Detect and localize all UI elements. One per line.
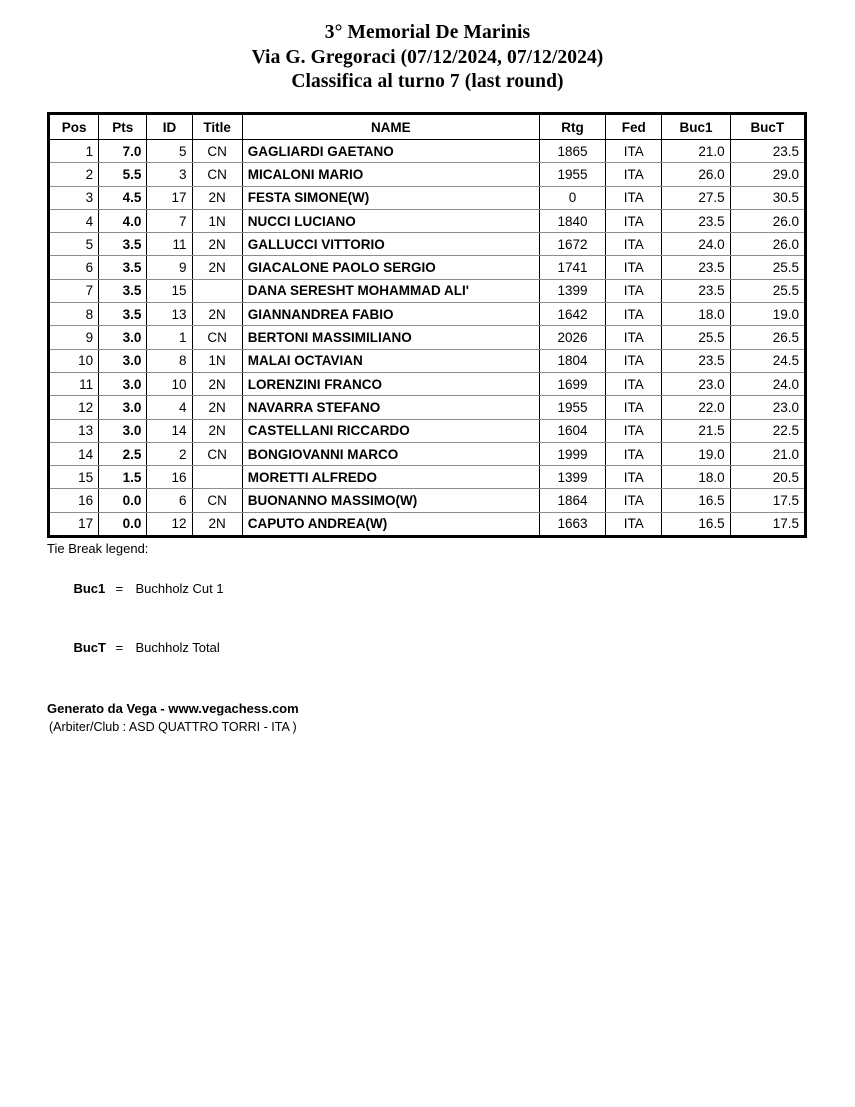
cell-pos: 12 xyxy=(49,396,99,419)
cell-pts: 4.5 xyxy=(99,186,147,209)
table-row xyxy=(49,233,806,256)
cell-bucT: 23.5 xyxy=(730,140,805,163)
cell-pts: 3.0 xyxy=(99,396,147,419)
table-row xyxy=(49,466,806,489)
legend-value-bucT: Buchholz Total xyxy=(135,639,220,655)
generated-by-line: Generato da Vega - www.vegachess.com xyxy=(47,700,299,716)
cell-id: 16 xyxy=(147,466,192,489)
legend-item-buc1 xyxy=(47,560,299,619)
legend-equals-bucT: = xyxy=(115,639,124,655)
cell-bucT: 26.0 xyxy=(730,233,805,256)
column-header-name: NAME xyxy=(242,114,539,140)
cell-fed: ITA xyxy=(606,419,662,442)
cell-buc1: 16.5 xyxy=(662,512,730,536)
cell-rtg: 1864 xyxy=(539,489,605,512)
table-row xyxy=(49,512,806,536)
table-row xyxy=(49,163,806,186)
cell-pos: 2 xyxy=(49,163,99,186)
table-row xyxy=(49,372,806,395)
cell-id: 15 xyxy=(147,279,192,302)
cell-rtg: 1999 xyxy=(539,442,605,465)
cell-rtg: 1955 xyxy=(539,396,605,419)
cell-title: 2N xyxy=(192,512,242,536)
cell-fed: ITA xyxy=(606,349,662,372)
cell-title: CN xyxy=(192,326,242,349)
table-row xyxy=(49,279,806,302)
cell-pts: 3.5 xyxy=(99,279,147,302)
cell-rtg: 1663 xyxy=(539,512,605,536)
cell-pos: 8 xyxy=(49,303,99,326)
cell-title: 2N xyxy=(192,256,242,279)
generator-block xyxy=(47,699,299,738)
cell-bucT: 26.0 xyxy=(730,209,805,232)
cell-id: 3 xyxy=(147,163,192,186)
cell-id: 13 xyxy=(147,303,192,326)
cell-title: 2N xyxy=(192,396,242,419)
cell-pts: 3.5 xyxy=(99,233,147,256)
cell-rtg: 1399 xyxy=(539,279,605,302)
cell-name: MORETTI ALFREDO xyxy=(242,466,539,489)
standings-table-body xyxy=(49,140,806,537)
column-header-rtg: Rtg xyxy=(539,114,605,140)
cell-fed: ITA xyxy=(606,372,662,395)
cell-pos: 17 xyxy=(49,512,99,536)
cell-pos: 3 xyxy=(49,186,99,209)
column-header-pos: Pos xyxy=(49,114,99,140)
cell-fed: ITA xyxy=(606,442,662,465)
cell-bucT: 17.5 xyxy=(772,516,799,532)
cell-rtg: 1699 xyxy=(539,372,605,395)
title-line-tournament: 3° Memorial De Marinis xyxy=(324,22,531,43)
cell-pts: 3.0 xyxy=(99,419,147,442)
cell-name: GIANNANDREA FABIO xyxy=(242,303,539,326)
cell-bucT: 24.0 xyxy=(730,372,805,395)
cell-bucT: 29.0 xyxy=(730,163,805,186)
cell-buc1: 18.0 xyxy=(662,466,730,489)
cell-pos: 4 xyxy=(49,209,99,232)
legend-value-buc1: Buchholz Cut 1 xyxy=(135,581,224,596)
cell-pos: 1 xyxy=(49,140,99,163)
table-row xyxy=(49,396,806,419)
cell-buc1: 26.0 xyxy=(662,163,730,186)
cell-pos: 15 xyxy=(49,466,99,489)
title-line-venue-dates: Via G. Gregoraci (07/12/2024, 07/12/2024) xyxy=(251,46,604,68)
cell-rtg: 1955 xyxy=(539,163,605,186)
cell-name: CASTELLANI RICCARDO xyxy=(242,419,539,442)
table-row xyxy=(49,140,806,163)
cell-pts: 1.5 xyxy=(99,466,147,489)
cell-pos: 6 xyxy=(49,256,99,279)
cell-buc1: 23.0 xyxy=(662,372,730,395)
cell-fed: ITA xyxy=(606,256,662,279)
cell-title: 2N xyxy=(192,186,242,209)
cell-pts: 0.0 xyxy=(99,489,147,512)
cell-name: GALLUCCI VITTORIO xyxy=(242,233,539,256)
tie-break-legend-title: Tie Break legend: xyxy=(47,541,149,556)
table-row xyxy=(49,442,806,465)
cell-id: 1 xyxy=(147,326,192,349)
cell-buc1: 22.0 xyxy=(662,396,730,419)
cell-id: 7 xyxy=(147,209,192,232)
cell-title: 2N xyxy=(192,303,242,326)
cell-bucT: 24.5 xyxy=(730,349,805,372)
title-line-round: Classifica al turno 7 (last round) xyxy=(291,71,564,92)
table-row xyxy=(49,419,806,442)
cell-buc1: 23.5 xyxy=(662,256,730,279)
legend-key-bucT: BucT xyxy=(73,639,106,655)
cell-buc1: 19.0 xyxy=(662,442,730,465)
cell-bucT: 20.5 xyxy=(730,466,805,489)
cell-rtg: 1840 xyxy=(539,209,605,232)
cell-id: 9 xyxy=(147,256,192,279)
cell-name: DANA SERESHT MOHAMMAD ALI' xyxy=(242,279,539,302)
cell-id: 14 xyxy=(147,419,192,442)
cell-bucT: 26.5 xyxy=(730,326,805,349)
cell-buc1: 25.5 xyxy=(662,326,730,349)
cell-title: 2N xyxy=(192,233,242,256)
column-header-bucT: BucT xyxy=(730,114,805,140)
cell-bucT: 30.5 xyxy=(730,186,805,209)
cell-title: 1N xyxy=(192,349,242,372)
cell-pts: 2.5 xyxy=(99,442,147,465)
cell-fed: ITA xyxy=(606,186,662,209)
cell-title: CN xyxy=(192,489,242,512)
table-row xyxy=(49,186,806,209)
cell-name: GAGLIARDI GAETANO xyxy=(242,140,539,163)
cell-rtg: 1672 xyxy=(539,233,605,256)
cell-fed: ITA xyxy=(606,512,662,536)
cell-name: CAPUTO ANDREA(W) xyxy=(242,512,539,536)
legend-key-buc1: Buc1 xyxy=(73,581,106,596)
cell-buc1: 23.5 xyxy=(662,209,730,232)
table-header-row xyxy=(49,114,806,140)
cell-pos: 14 xyxy=(49,442,99,465)
cell-fed: ITA xyxy=(606,466,662,489)
cell-name: NAVARRA STEFANO xyxy=(242,396,539,419)
cell-rtg: 1804 xyxy=(539,349,605,372)
cell-fed: ITA xyxy=(606,489,662,512)
cell-pos: 13 xyxy=(49,419,99,442)
cell-pts: 3.5 xyxy=(99,303,147,326)
cell-buc1: 27.5 xyxy=(662,186,730,209)
column-header-id: ID xyxy=(147,114,192,140)
cell-fed: ITA xyxy=(606,396,662,419)
cell-buc1: 21.0 xyxy=(662,140,730,163)
cell-pos: 7 xyxy=(49,279,99,302)
table-row xyxy=(49,256,806,279)
cell-fed: ITA xyxy=(606,326,662,349)
cell-title: 2N xyxy=(192,419,242,442)
cell-fed: ITA xyxy=(606,140,662,163)
cell-id: 2 xyxy=(147,442,192,465)
table-row xyxy=(49,489,806,512)
cell-pts: 0.0 xyxy=(99,512,147,536)
cell-buc1: 23.5 xyxy=(662,279,730,302)
cell-fed: ITA xyxy=(606,279,662,302)
cell-name: MALAI OCTAVIAN xyxy=(242,349,539,372)
cell-rtg: 1741 xyxy=(539,256,605,279)
cell-pts: 4.0 xyxy=(99,209,147,232)
cell-id: 17 xyxy=(147,186,192,209)
cell-rtg: 1865 xyxy=(539,140,605,163)
cell-pos: 10 xyxy=(49,349,99,372)
table-row xyxy=(49,326,806,349)
cell-id: 10 xyxy=(147,372,192,395)
cell-bucT: 25.5 xyxy=(730,279,805,302)
cell-rtg: 2026 xyxy=(539,326,605,349)
cell-pts: 3.5 xyxy=(99,256,147,279)
cell-buc1: 18.0 xyxy=(662,303,730,326)
cell-name: MICALONI MARIO xyxy=(242,163,539,186)
legend-item-bucT xyxy=(47,618,299,677)
document-title xyxy=(0,0,855,95)
cell-id: 8 xyxy=(147,349,192,372)
cell-id: 12 xyxy=(147,512,192,536)
table-row xyxy=(49,209,806,232)
cell-rtg: 1642 xyxy=(539,303,605,326)
cell-bucT: 23.0 xyxy=(730,396,805,419)
cell-id: 4 xyxy=(147,396,192,419)
column-header-fed: Fed xyxy=(606,114,662,140)
cell-pos: 11 xyxy=(49,372,99,395)
cell-name: LORENZINI FRANCO xyxy=(242,372,539,395)
cell-id: 11 xyxy=(147,233,192,256)
table-row xyxy=(49,303,806,326)
cell-name: GIACALONE PAOLO SERGIO xyxy=(242,256,539,279)
cell-bucT: 22.5 xyxy=(730,419,805,442)
cell-rtg: 0 xyxy=(539,186,605,209)
column-header-buc1: Buc1 xyxy=(662,114,730,140)
cell-pts: 3.0 xyxy=(99,372,147,395)
cell-bucT: 17.5 xyxy=(730,489,805,512)
cell-title: CN xyxy=(192,163,242,186)
cell-title: CN xyxy=(192,442,242,465)
cell-bucT: 25.5 xyxy=(730,256,805,279)
column-header-title: Title xyxy=(192,114,242,140)
cell-pos: 9 xyxy=(49,326,99,349)
cell-pts: 7.0 xyxy=(99,140,147,163)
cell-title: 1N xyxy=(192,209,242,232)
cell-id: 6 xyxy=(147,489,192,512)
arbiter-club-line: (Arbiter/Club : ASD QUATTRO TORRI - ITA ) xyxy=(49,720,297,734)
cell-name: BERTONI MASSIMILIANO xyxy=(242,326,539,349)
cell-title: 2N xyxy=(192,372,242,395)
footer xyxy=(47,539,299,738)
cell-buc1: 21.5 xyxy=(662,419,730,442)
standings-table xyxy=(47,112,807,538)
cell-fed: ITA xyxy=(606,233,662,256)
cell-pts: 5.5 xyxy=(99,163,147,186)
cell-name: FESTA SIMONE(W) xyxy=(242,186,539,209)
standings-table-container xyxy=(47,112,807,538)
cell-name: BONGIOVANNI MARCO xyxy=(242,442,539,465)
cell-name: NUCCI LUCIANO xyxy=(242,209,539,232)
cell-pts: 3.0 xyxy=(99,349,147,372)
cell-name: BUONANNO MASSIMO(W) xyxy=(242,489,539,512)
cell-fed: ITA xyxy=(606,303,662,326)
cell-title: CN xyxy=(192,140,242,163)
cell-pts: 3.0 xyxy=(99,326,147,349)
cell-bucT: 21.0 xyxy=(730,442,805,465)
cell-title xyxy=(192,466,242,489)
cell-id: 5 xyxy=(147,140,192,163)
cell-buc1: 16.5 xyxy=(662,489,730,512)
cell-pos: 16 xyxy=(49,489,99,512)
cell-fed: ITA xyxy=(606,163,662,186)
cell-buc1: 23.5 xyxy=(662,349,730,372)
cell-title xyxy=(192,279,242,302)
cell-rtg: 1604 xyxy=(539,419,605,442)
legend-equals-buc1: = xyxy=(115,581,124,596)
cell-fed: ITA xyxy=(606,209,662,232)
table-row xyxy=(49,349,806,372)
cell-buc1: 24.0 xyxy=(662,233,730,256)
cell-rtg: 1399 xyxy=(539,466,605,489)
cell-pos: 5 xyxy=(49,233,99,256)
column-header-pts: Pts xyxy=(99,114,147,140)
cell-bucT: 19.0 xyxy=(730,303,805,326)
